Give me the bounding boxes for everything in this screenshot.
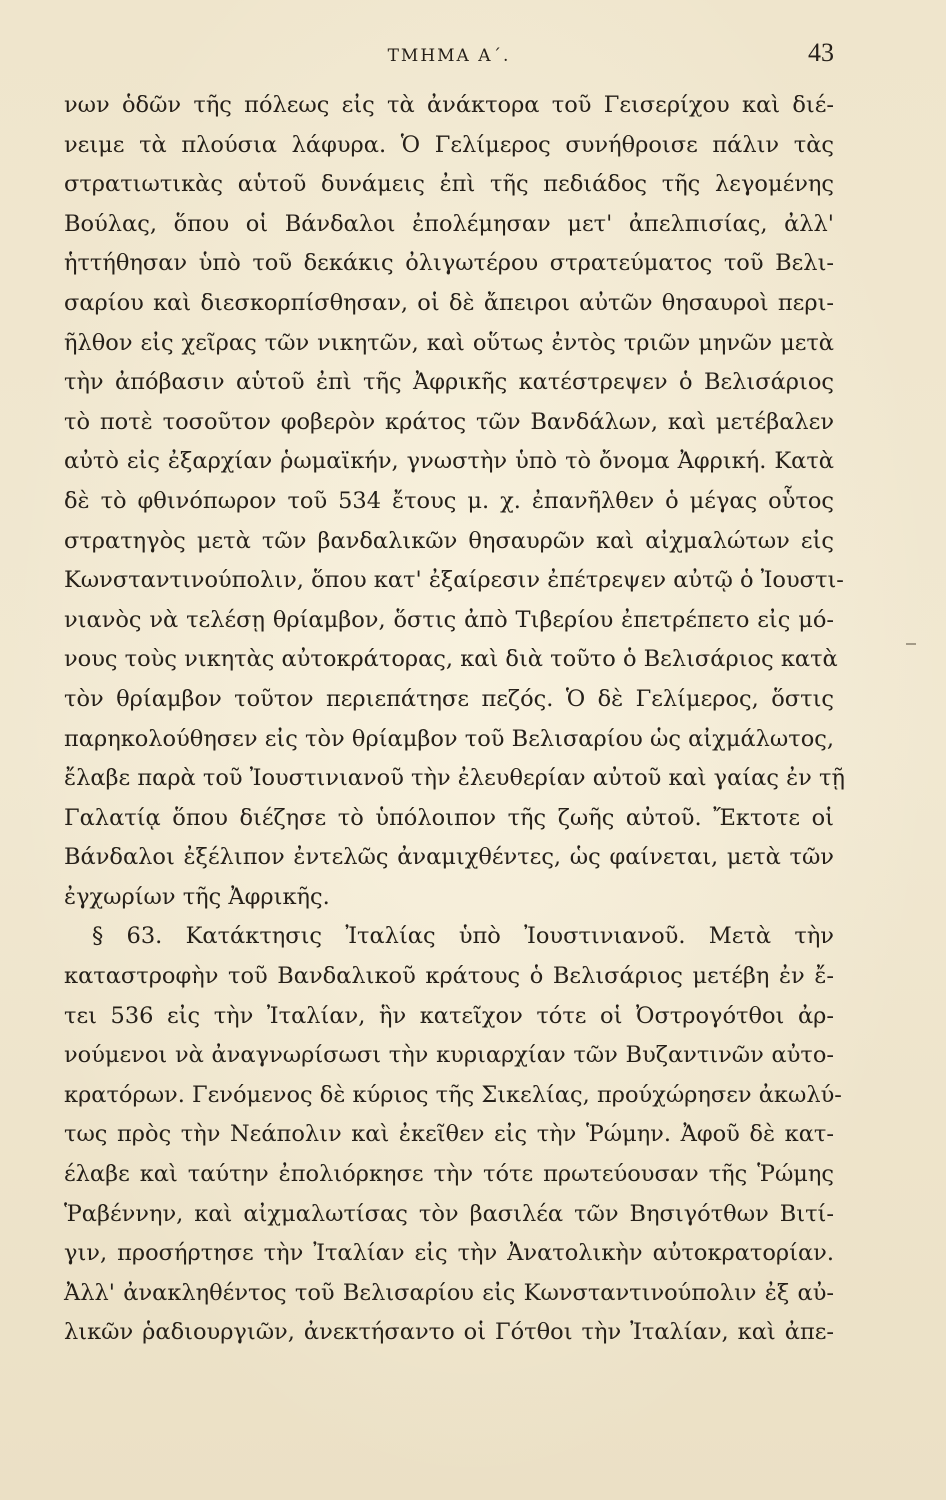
running-head: ΤΜΗΜΑ Α΄. [387,46,511,66]
text-line: έλαβε καὶ ταύτην ἐπολιόρκησε τὴν τότε πρωτεύουσαν τῆς Ῥώμης [64,1161,834,1188]
text-line: παρηκολούθησεν εἰς τὸν θρίαμβον τοῦ Βελισαρίου ὡς αἰχμάλωτος, [64,725,834,752]
text-line: στρατιωτικὰς αὑτοῦ δυνάμεις ἐπὶ τῆς πεδιάδος τῆς λεγομένης [64,171,834,198]
text-line: καταστροφὴν τοῦ Βανδαλικοῦ κράτους ὁ Βελισάριος μετέβη ἐν ἔ- [64,963,834,990]
text-line: νούμενοι νὰ ἀναγνωρίσωσι τὴν κυριαρχίαν τῶν Βυζαντινῶν αὐτο- [64,1042,834,1069]
text-line: λικῶν ῥαδιουργιῶν, ἀνεκτήσαντο οἱ Γότθοι τὴν Ἰταλίαν, καὶ ἀπε- [64,1319,834,1346]
page-number: 43 [808,38,834,67]
text-line: νους τοὺς νικητὰς αὐτοκράτορας, καὶ διὰ τοῦτο ὁ Βελισάριος κατὰ [64,646,838,673]
text-line: νων ὁδῶν τῆς πόλεως εἰς τὰ ἀνάκτορα τοῦ Γεισερίχου καὶ διέ- [64,92,834,118]
page-header [64,38,834,74]
text-line: ῆλθον εἰς χεῖρας τῶν νικητῶν, καὶ οὕτως ἐντὸς τριῶν μηνῶν μετὰ [64,329,834,356]
text-line: Ἀλλ' ἀνακληθέντος τοῦ Βελισαρίου εἰς Κωνσταντινούπολιν ἐξ αὐ- [64,1279,834,1306]
text-line: τως πρὸς τὴν Νεάπολιν καὶ ἐκεῖθεν εἰς τὴν Ῥώμην. Ἀφοῦ δὲ κατ- [64,1121,834,1148]
text-line: τει 536 εἰς τὴν Ἰταλίαν, ἣν κατεῖχον τότε οἱ Ὀστρογότθοι ἀρ- [64,1002,834,1029]
margin-mark [906,643,916,645]
text-line: τὸ ποτὲ τοσοῦτον φοβερὸν κράτος τῶν Βανδάλων, καὶ μετέβαλεν [64,408,834,435]
text-line: δὲ τὸ φθινόπωρον τοῦ 534 ἔτους μ. χ. ἐπανῆλθεν ὁ μέγας οὗτος [64,487,834,514]
section-heading-line: § 63. Κατάκτησις Ἰταλίας ὑπὸ Ἰουστινιανοῦ. Μετὰ τὴν [92,923,834,950]
text-line: Βούλας, ὅπου οἱ Βάνδαλοι ἐπολέμησαν μετ' ἀπελπισίας, ἀλλ' [64,210,834,237]
text-line: σαρίου καὶ διεσκορπίσθησαν, οἱ δὲ ἄπειροι αὐτῶν θησαυροὶ περι- [64,289,834,316]
text-line: γιν, προσήρτησε τὴν Ἰταλίαν εἰς τὴν Ἀνατολικὴν αὐτοκρατορίαν. [64,1240,834,1267]
text-line: κρατόρων. Γενόμενος δὲ κύριος τῆς Σικελίας, προύχώρησεν ἀκωλύ- [64,1081,842,1108]
text-line: νιανὸς νὰ τελέσῃ θρίαμβον, ὅστις ἀπὸ Τιβερίου ἐπετρέπετο εἰς μό- [64,606,834,633]
text-line: ἐγχωρίων τῆς Ἀφρικῆς. [64,883,330,910]
text-line: νειμε τὰ πλούσια λάφυρα. Ὁ Γελίμερος συνήθροισε πάλιν τὰς [64,131,834,158]
text-line: τὴν ἀπόβασιν αὑτοῦ ἐπὶ τῆς Ἀφρικῆς κατέστρεψεν ὁ Βελισάριος [64,369,834,396]
text-line: τὸν θρίαμβον τοῦτον περιεπάτησε πεζός. Ὁ δὲ Γελίμερος, ὅστις [64,685,834,712]
text-line: Γαλατίᾳ ὅπου διέζησε τὸ ὑπόλοιπον τῆς ζωῆς αὐτοῦ. Ἔκτοτε οἱ [64,804,834,831]
text-line: αὐτὸ εἰς ἐξαρχίαν ῥωμαϊκήν, γνωστὴν ὑπὸ τὸ ὄνομα Ἀφρική. Κατὰ [64,448,834,475]
text-line: Βάνδαλοι ἐξέλιπον ἐντελῶς ἀναμιχθέντες, ὡς φαίνεται, μετὰ τῶν [64,844,834,871]
text-line: στρατηγὸς μετὰ τῶν βανδαλικῶν θησαυρῶν καὶ αἰχμαλώτων εἰς [64,527,834,554]
body-text [64,86,845,1353]
text-line: Κωνσταντινούπολιν, ὅπου κατ' ἐξαίρεσιν ἐπέτρεψεν αὐτῷ ὁ Ἰουστι- [64,567,844,594]
text-line: ἔλαβε παρὰ τοῦ Ἰουστινιανοῦ τὴν ἐλευθερίαν αὐτοῦ καὶ γαίας ἐν τῇ [64,765,845,792]
text-line: Ῥαβέννην, καὶ αἰχμαλωτίσας τὸν βασιλέα τῶν Βησιγότθων Βιτί- [64,1200,834,1227]
text-line: ἡττήθησαν ὑπὸ τοῦ δεκάκις ὀλιγωτέρου στρατεύματος τοῦ Βελι- [64,250,834,277]
